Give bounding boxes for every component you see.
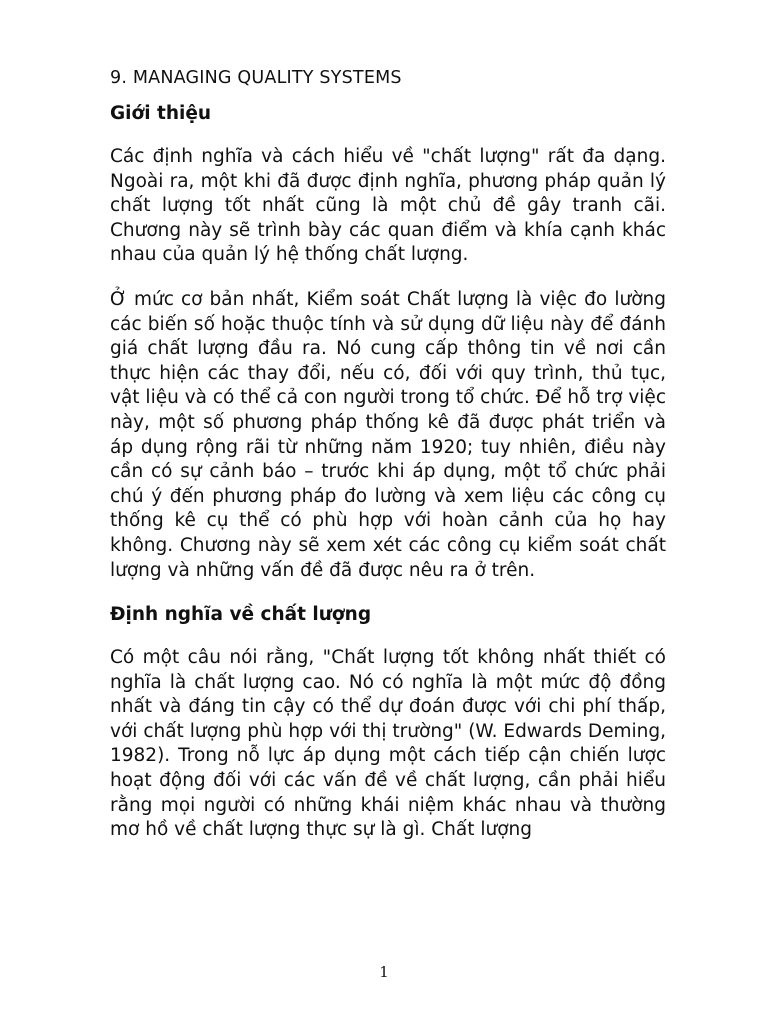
- chapter-title: 9. MANAGING QUALITY SYSTEMS: [110, 68, 402, 88]
- paragraph: Có một câu nói rằng, "Chất lượng tốt không nhất thiết có nghĩa là chất lượng cao. Nó có nghĩa là một mức độ đồng nhất và đáng tin cậy có thể dự đoán được với chi phí thấp, với chất lượng phù hợp với thị trường" (W. Edwards Deming, 1982). Trong nỗ lực áp dụng một cách tiếp cận chiến lược hoạt động đối với các vấn đề về chất lượng, cần phải hiểu rằng mọi người có những khái niệm khác nhau và thường mơ hồ về chất lượng thực sự là gì. Chất lượng: [110, 647, 666, 841]
- section-quality-definition: [110, 603, 666, 843]
- document-page: [110, 66, 666, 843]
- paragraph: Các định nghĩa và cách hiểu về "chất lượng" rất đa dạng. Ngoài ra, một khi đã được định nghĩa, phương pháp quản lý chất lượng tốt nhất cũng là một chủ đề gây tranh cãi. Chương này sẽ trình bày các quan điểm và khía cạnh khác nhau của quản lý hệ thống chất lượng.: [110, 146, 666, 266]
- section-heading: Định nghĩa về chất lượng: [110, 604, 372, 626]
- paragraph: Ở mức cơ bản nhất, Kiểm soát Chất lượng là việc đo lường các biến số hoặc thuộc tính và sử dụng dữ liệu này để đánh giá chất lượng đầu ra. Nó cung cấp thông tin về nơi cần thực hiện các thay đổi, nếu có, đối với quy trình, thủ tục, vật liệu và có thể cả con người trong tổ chức. Để hỗ trợ việc này, một số phương pháp thống kê đã được phát triển và áp dụng rộng rãi từ những năm 1920; tuy nhiên, điều này cần có sự cảnh báo – trước khi áp dụng, một tổ chức phải chú ý đến phương pháp đo lường và xem liệu các công cụ thống kê cụ thể có phù hợp với hoàn cảnh của họ hay không. Chương này sẽ xem xét các công cụ kiểm soát chất lượng và những vấn đề đã được nêu ra ở trên.: [110, 288, 666, 581]
- section-heading: Giới thiệu: [110, 103, 212, 124]
- page-number: 1: [379, 963, 389, 981]
- section-introduction: [110, 102, 666, 583]
